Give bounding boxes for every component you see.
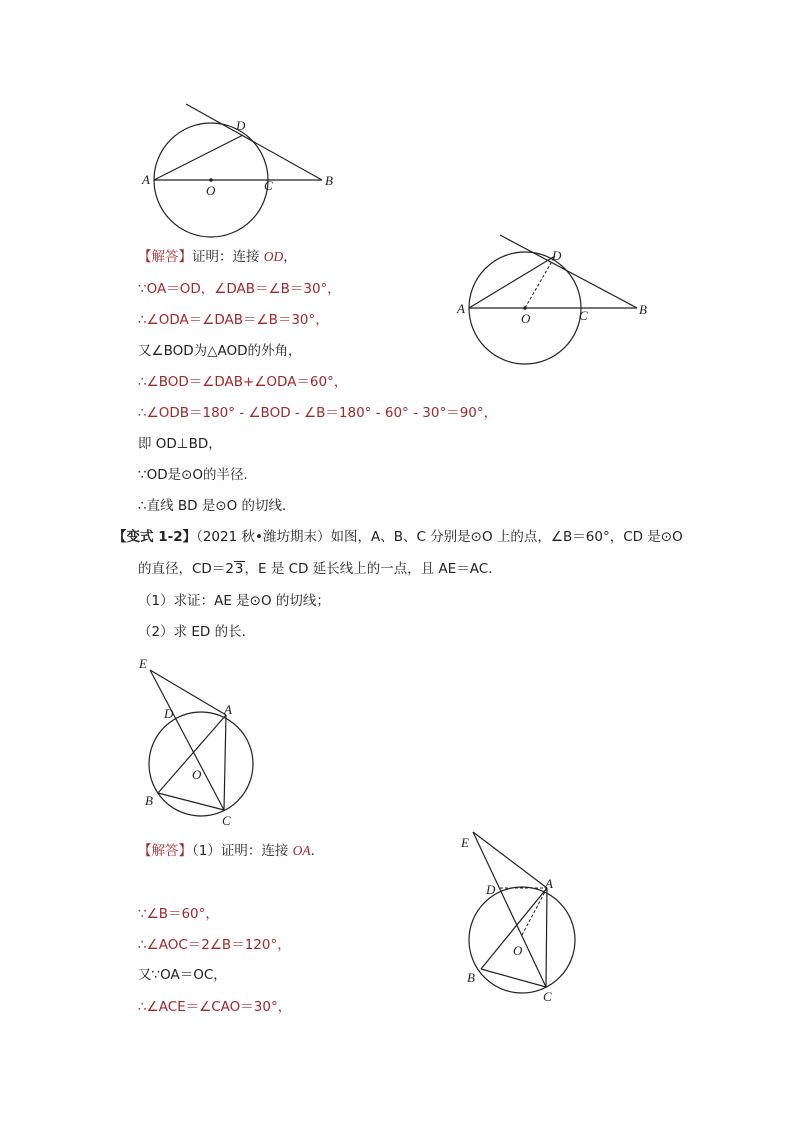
- label-a: A: [142, 172, 150, 187]
- solution-1-heading: 【解答】证明：连接 OD，: [138, 249, 297, 265]
- label-b: B: [325, 173, 333, 188]
- label-a: A: [224, 702, 232, 717]
- label-c: C: [579, 308, 588, 323]
- label-e: E: [461, 835, 469, 850]
- label-o: O: [192, 767, 202, 782]
- label-c: C: [264, 178, 273, 193]
- question-2: （2）求 ED 的长．: [138, 624, 256, 640]
- label-a: A: [457, 301, 465, 316]
- solution-1-line: ∴∠BOD＝∠DAB+∠ODA＝60°，: [138, 374, 348, 390]
- solution-1-line: 又∠BOD为△AOD的外角，: [138, 343, 302, 359]
- label-a: A: [545, 876, 553, 891]
- solution-1-line: ∴∠ODA＝∠DAB＝∠B＝30°，: [138, 312, 329, 328]
- label-o: O: [206, 183, 216, 198]
- label-e: E: [139, 656, 147, 671]
- label-d: D: [486, 882, 496, 897]
- label-d: D: [164, 706, 174, 721]
- label-c: C: [543, 989, 552, 1004]
- label-c: C: [222, 813, 231, 828]
- solution-2-line: 又∵OA＝OC，: [138, 967, 227, 983]
- solution-1-line: ∴直线 BD 是⊙O 的切线．: [138, 498, 296, 514]
- solution-1-line: 即 OD⊥BD，: [138, 436, 222, 452]
- problem-statement-line-2: 的直径，CD＝23，E 是 CD 延长线上的一点，且 AE＝AC．: [138, 561, 502, 577]
- figure-1-circle-tangent: [138, 98, 338, 238]
- label-b: B: [639, 302, 647, 317]
- label-d: D: [236, 118, 246, 133]
- label-b: B: [467, 970, 475, 985]
- solution-2-heading: 【解答】（1）证明：连接 OA．: [138, 843, 325, 859]
- answer-label: 【解答】: [138, 249, 192, 265]
- label-o: O: [521, 311, 531, 326]
- problem-label: 【变式 1-2】: [113, 529, 197, 545]
- label-d: D: [552, 248, 562, 263]
- solution-1-line: ∵OD是⊙O的半径．: [138, 467, 258, 483]
- question-1: （1）求证：AE 是⊙O 的切线；: [138, 593, 330, 609]
- label-b: B: [145, 793, 153, 808]
- solution-2-line: ∴∠AOC＝2∠B＝120°，: [138, 937, 291, 953]
- problem-statement-line-1: 【变式 1-2】（2021 秋•潍坊期末）如图，A、B、C 分别是⊙O 上的点，∠B＝60°，CD 是⊙O: [113, 529, 683, 545]
- solution-1-line: ∵OA＝OD，∠DAB＝∠B＝30°，: [138, 281, 341, 297]
- solution-2-line: ∴∠ACE＝∠CAO＝30°，: [138, 999, 292, 1015]
- solution-1-line: ∴∠ODB＝180° - ∠BOD - ∠B＝180° - 60° - 30°＝90°，: [138, 405, 498, 421]
- label-o: O: [513, 943, 523, 958]
- sqrt-radicand: 3: [234, 561, 244, 577]
- figure-2-circle-tangent-dashed: [455, 230, 655, 370]
- figure-4-circle-diameter-dashed: [456, 825, 586, 1005]
- figure-3-circle-diameter: [133, 650, 263, 830]
- answer-label: 【解答】: [138, 843, 192, 859]
- solution-2-line: ∵∠B＝60°，: [138, 906, 219, 922]
